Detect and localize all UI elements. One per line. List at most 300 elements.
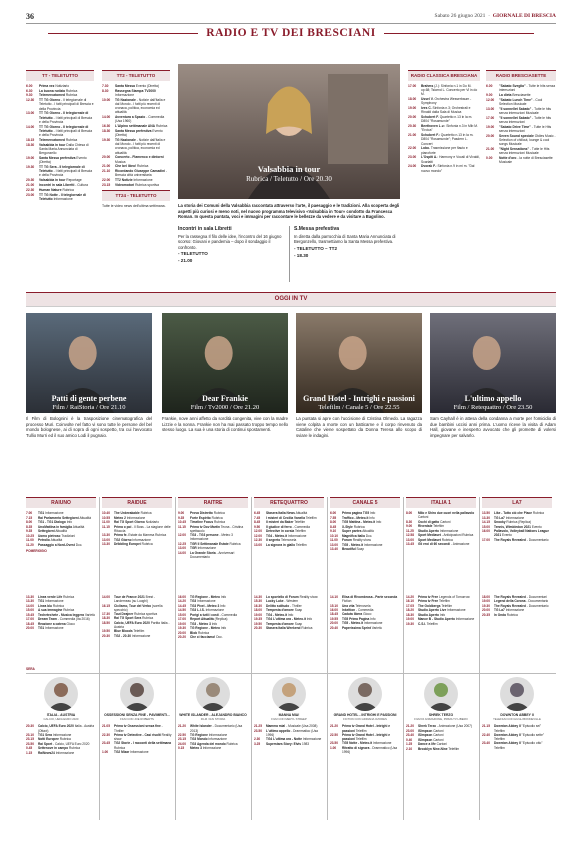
item-detail: Rubrica: [213, 520, 226, 525]
item-desc: [418, 533, 476, 537]
list-item: [406, 622, 476, 626]
channel-morning-list: [102, 511, 172, 546]
item-time: 13.30: [482, 515, 490, 520]
item-title: Prima o poi: [114, 524, 132, 529]
item-detail: Telefilm: [438, 599, 450, 604]
list-item: [26, 183, 94, 187]
item-detail: Info: [210, 621, 218, 626]
item-detail: Cartoni: [432, 737, 444, 742]
item-title: Concerto - Flamenco e dintorni: [115, 155, 164, 160]
list-item: [178, 551, 248, 559]
item-title: Forte Espirito: [190, 515, 211, 520]
item-desc: [115, 124, 170, 128]
host-block: [178, 677, 248, 751]
item-desc: [342, 534, 400, 538]
item-detail: Informazione: [207, 732, 228, 737]
list-item: [254, 604, 324, 608]
item-detail: - Musicale (Usa 2008): [285, 724, 318, 729]
item-title: TG3 - TG3 persone: [190, 533, 219, 538]
channel-column: [406, 497, 476, 626]
item-desc: [38, 737, 96, 741]
item-title: TG2 Giorno: [114, 537, 132, 542]
item-time: 10.45: [178, 520, 186, 525]
list-item: [408, 97, 480, 105]
item-title: Tempesta d'amore: [266, 608, 294, 613]
item-detail: Informazione: [504, 608, 525, 613]
item-title: RaiNews24: [38, 750, 55, 755]
item-detail: Musica: [115, 159, 126, 164]
item-title: Il misteri da Baker: [266, 520, 294, 525]
item-title: ISimpson: [418, 728, 433, 733]
channel-title: RETEQUATTRO: [254, 497, 324, 508]
list-item: [254, 534, 324, 538]
item-detail: Rubrica: [139, 511, 152, 516]
channel-morning-list: [482, 511, 552, 541]
item-time: 19.55: [330, 616, 338, 621]
list-item: [254, 737, 324, 741]
item-title: TG4 - Meteo.it: [266, 533, 288, 538]
item-desc: [494, 599, 552, 603]
item-time: 14.45: [178, 603, 186, 608]
item-time: 6.00: [486, 83, 493, 88]
list-item: [26, 111, 94, 124]
item-desc: [418, 747, 476, 751]
item-detail: Rubrica: [68, 746, 80, 751]
radio-bresciasette-list: [486, 81, 556, 165]
column-rule: [175, 497, 176, 820]
item-time: 7.45: [254, 515, 261, 520]
item-desc: [494, 733, 552, 741]
item-desc: [342, 741, 400, 745]
item-desc: [421, 133, 480, 146]
item-detail: Rubrica: [140, 542, 153, 547]
host-name: DOWNTON ABBEY II: [500, 713, 534, 717]
list-item: [26, 746, 96, 750]
item-title: La buona notizia: [39, 88, 66, 93]
item-title: L'Alpino settimanale ANA: [115, 124, 156, 129]
item-desc: [499, 147, 556, 155]
hero-caption: [178, 164, 400, 184]
item-time: 16.00: [482, 529, 490, 534]
list-item: [254, 511, 324, 515]
column-rule: [403, 497, 404, 820]
item-time: 8.00: [26, 520, 33, 525]
list-item: [102, 621, 172, 629]
item-desc: [190, 626, 248, 630]
item-detail: Rubrica: [64, 93, 78, 98]
item-title: TG2 Mizar: [114, 749, 130, 754]
item-title: TG1: [38, 626, 45, 631]
item-time: 21.00: [26, 183, 35, 188]
list-item: [26, 178, 94, 182]
list-item: [406, 529, 476, 533]
item-time: 18.00: [254, 608, 262, 613]
column-rule: [251, 497, 252, 820]
list-item: [330, 516, 400, 520]
channel-morning-list: [26, 511, 96, 546]
item-time: 19.30: [26, 165, 35, 170]
item-title: "Sabato Drive Time": [499, 124, 531, 129]
item-detail: Soap: [355, 547, 364, 552]
host-subtitle: CALCIO, UEFA EURO 2020: [43, 716, 79, 721]
item-time: 9.00: [406, 524, 413, 529]
list-item: [254, 729, 324, 737]
list-item: [178, 525, 248, 533]
item-time: 12.58: [406, 533, 414, 538]
item-title: TG5 Mattina - Meteo.it: [342, 520, 376, 525]
item-time: 9.50: [254, 524, 261, 529]
item-detail: - Thriller: [289, 603, 302, 608]
item-detail: Telefilm: [354, 737, 367, 742]
item-time: 15.00: [26, 608, 34, 613]
item-detail: Info: [369, 511, 376, 516]
evening-list: [406, 724, 476, 750]
item-detail: Cartoni: [418, 515, 429, 520]
item-detail: Sinfonia n.3 in Mib M. "Eroica": [421, 124, 478, 133]
item-time: 21.00: [408, 133, 417, 138]
item-time: 21.05: [102, 724, 110, 729]
host-subtitle: FILM / RAI STORIA: [200, 716, 226, 721]
list-item: [26, 188, 94, 192]
item-title: Calcio, UEFA Euro 2020: [38, 724, 74, 729]
item-time: 7.30: [102, 83, 109, 88]
list-item: [102, 724, 172, 732]
item-title: Blue Bloods: [114, 629, 133, 634]
item-time: 9.30: [26, 93, 33, 98]
item-title: Lo sportello di Forum: [266, 595, 299, 599]
item-time: 13.00: [102, 537, 110, 542]
list-item: [482, 520, 552, 524]
item-desc: [38, 595, 96, 599]
list-item: [406, 511, 476, 519]
host-subtitle: TELEFILM CON HUGH BONNEVILLE: [493, 716, 541, 721]
item-title: Settenove in campo: [38, 746, 69, 751]
list-item: [102, 525, 172, 533]
item-title: TT2 Notizie: [115, 178, 133, 183]
item-title: TG5 Notte - Meteo.it: [342, 741, 373, 746]
item-title: Brooklyn Nine-Nine: [418, 746, 448, 751]
host-name: MANNA MIA!: [278, 713, 300, 717]
list-item: [26, 520, 96, 524]
item-title: Dance a life: [418, 742, 436, 747]
item-desc: [39, 98, 94, 111]
channel-column: [26, 497, 96, 631]
item-desc: [114, 538, 172, 542]
item-title: TT TG Giorno - Il telegiornale di Teletutto: [39, 124, 89, 133]
item-time: 16.00: [178, 595, 186, 599]
channel-title: RAITRE: [178, 497, 248, 508]
host-subtitle: FILM CON JOE ROBERTS: [120, 716, 154, 721]
item-time: 15.45: [26, 612, 34, 617]
item-detail: Telefilm: [447, 746, 460, 751]
band-label: POMERIGGIO: [26, 548, 47, 553]
item-detail: - Documentario: [525, 537, 549, 542]
list-item: [26, 543, 96, 547]
item-detail: - I fatti principali di Brescia e della Provincia: [39, 128, 93, 138]
item-detail: Info: [438, 612, 446, 617]
item-desc: [114, 533, 172, 537]
item-time: 19.30: [406, 621, 414, 626]
item-desc: [39, 193, 94, 201]
list-item: [178, 742, 248, 746]
item-detail: Informazione: [372, 741, 392, 746]
item-time: 12.00: [178, 533, 186, 538]
item-title: Passaggio a Nord-Ovest: [38, 542, 75, 547]
tile-subtitle: Film / RaiStoria / Ore 21.10: [52, 403, 126, 411]
item-desc: [421, 146, 480, 154]
item-detail: - Tutte le Hits senza interruzioni: [499, 124, 552, 133]
item-detail: Doc.: [215, 635, 223, 640]
item-title: Brahms: [421, 83, 434, 88]
item-detail: - Commedia (Ita 2016): [56, 617, 90, 622]
item-title: TG1: [38, 599, 45, 604]
item-detail: - Tutte le hits senza interruzioni: [499, 115, 552, 124]
item-time: 23.15: [102, 183, 111, 188]
item-title: Inkeltion: [342, 607, 356, 612]
list-item: [178, 520, 248, 524]
item-time: 10.25: [26, 533, 34, 538]
item-detail: - Animazione: [450, 542, 470, 547]
list-item: [102, 98, 170, 115]
list-item: [482, 733, 552, 741]
list-item: [486, 125, 556, 133]
item-desc: [494, 520, 552, 524]
item-title: Incontri in sala Libretti: [39, 183, 75, 188]
item-detail: Tradizioni: [60, 533, 76, 538]
item-time: 13.00: [486, 106, 495, 111]
item-detail: Info: [65, 520, 73, 525]
item-title: "Sabato Sveglia": [499, 83, 526, 88]
item-time: 20.30: [254, 626, 262, 631]
channel-morning-list: [406, 511, 476, 546]
item-detail: Informazione: [196, 546, 217, 551]
item-detail: Informazione: [125, 515, 146, 520]
item-time: 18.30: [102, 128, 111, 133]
list-item: [408, 155, 480, 163]
item-desc: [499, 98, 556, 106]
item-time: 23.40: [482, 741, 490, 746]
item-detail: Telefilm: [295, 542, 307, 547]
item-title: Prima tv Dov Martin: [190, 524, 220, 529]
item-desc: [38, 622, 96, 626]
item-detail: Attualità: [294, 511, 308, 516]
radio-classica-title: RADIO CLASSICA BRESCIANA: [408, 70, 480, 81]
item-time: 24.00: [408, 164, 417, 169]
host-name: WHITE ISLANDER - ALEJANDRO BIANCO: [179, 713, 247, 717]
item-title: TT TG Notte - Il telegiornale di Teletutto: [39, 192, 86, 201]
list-item: [406, 595, 476, 599]
list-item: [178, 737, 248, 741]
host-portrait: [44, 677, 78, 711]
item-detail: Rubrica: [228, 541, 241, 546]
list-item: [102, 183, 170, 187]
item-title: Petrolio: [38, 538, 50, 543]
host-name: ITALIA - AUSTRIA: [46, 713, 76, 717]
item-time: 17.05: [406, 603, 414, 608]
item-time: 20.00: [330, 621, 338, 626]
item-detail: Rubrica: [225, 741, 238, 746]
item-time: 11.00: [26, 538, 34, 543]
item-time: 15.00: [482, 524, 490, 529]
item-detail: Informazione: [52, 196, 73, 201]
item-time: 9.10: [330, 529, 337, 534]
item-title: Santa Messa prefestiva: [115, 128, 152, 133]
item-title: Lucky Luke: [266, 599, 284, 604]
channel-column: [330, 497, 400, 630]
item-title: ISimpson: [418, 737, 433, 742]
item-detail: - Western: [283, 599, 299, 604]
item-title: Downton Abbey II: [494, 724, 521, 729]
list-item: [26, 608, 96, 612]
item-detail: - I fatti principali di Brescia e della Provincia: [39, 115, 93, 124]
item-desc: [114, 525, 172, 533]
item-desc: [190, 533, 248, 541]
radio-classica-list: [408, 81, 480, 173]
evening-list: [178, 724, 248, 750]
item-detail: Teona - Cristina spettacolo: [190, 524, 244, 533]
channel-afternoon-list: [26, 595, 96, 631]
item-desc: [115, 115, 170, 123]
item-detail: "Episodio otto" Telefilm: [494, 741, 543, 750]
list-item: [26, 98, 94, 111]
list-item: [406, 538, 476, 542]
tile-caption: [26, 395, 152, 411]
item-desc: [266, 511, 324, 515]
channel-afternoon-list: [254, 595, 324, 631]
section-title-radio-tv: RADIO E TV DEI BRESCIANI: [26, 26, 556, 41]
item-title: TG4 - Meteo.it: [266, 612, 288, 617]
item-desc: [266, 534, 324, 538]
item-detail: - Notizie dall'Italia e dal Mondo - I fatti più recenti di cronaca, politica, economia ed attualità: [115, 97, 166, 115]
item-title: Prima tv Grand Hotel - Intrighi e passioni: [342, 732, 390, 742]
item-title: TG Nazionale: [115, 97, 136, 102]
item-title: Legend della Corona: [494, 599, 526, 604]
list-item: [254, 599, 324, 603]
list-item: [26, 622, 96, 626]
item-detail: Gioco: [65, 621, 75, 626]
oggi-tile: [296, 313, 422, 413]
host-portrait: [348, 677, 382, 711]
item-detail: Informazione: [438, 528, 459, 533]
item-detail: - Anticipazioni Rubrica: [440, 533, 474, 538]
item-title: Ussel V.: [421, 97, 434, 101]
item-time: 11.15: [102, 524, 110, 529]
item-time: 7.15: [26, 515, 33, 520]
hero-title: Valsabbia in tour: [257, 164, 321, 174]
item-title: Sport Mediaset: [418, 537, 441, 542]
item-detail: Oldies Music - Selection of chillout, lounge & cool songs Musicale: [499, 133, 556, 147]
list-item: [26, 93, 94, 97]
item-time: 21.00: [102, 164, 111, 169]
list-item: [26, 193, 94, 201]
list-item: [482, 604, 552, 608]
item-detail: Rubrica: [64, 137, 78, 142]
item-time: 14.15: [482, 520, 490, 525]
item-time: 20.00: [26, 626, 34, 631]
item-detail: Orchestra Wesserbaum - Symphony: [421, 97, 472, 106]
item-desc: [494, 608, 552, 612]
item-detail: Evento: [501, 533, 512, 538]
list-item: [406, 742, 476, 746]
item-time: 18.00: [482, 595, 490, 599]
list-item: [330, 529, 400, 533]
item-title: TG4 L'ultima ora - Meteo.it: [266, 617, 306, 622]
item-title: Schubert F.: [421, 115, 439, 120]
item-desc: [114, 520, 172, 524]
item-time: 22.30: [26, 187, 35, 192]
item-desc: [114, 595, 172, 603]
tile-synopsis: Sam Cayhall è in attesa della condanna a morte per l'omicidio di due bambini uccisi anni prima. L'uomo riceve la visita di Adam Hall, giovane e inesperto avvocato che gli promette di volersi impegnare per salvarlo.: [430, 416, 556, 438]
item-time: 23.10: [26, 732, 34, 737]
evening-list: [26, 724, 96, 754]
item-time: 18.15: [26, 137, 35, 142]
item-desc: [494, 604, 552, 608]
item-detail: - Tutte le hits senza interruzioni: [499, 83, 556, 92]
list-item: [406, 613, 476, 617]
list-item: [254, 595, 324, 599]
item-detail: : Harmony e Vocali di Vivaldi, Scarlatti: [421, 155, 480, 164]
item-time: 10.40: [102, 511, 110, 516]
item-desc: [342, 626, 400, 630]
item-desc: [266, 529, 324, 533]
list-item: [26, 534, 96, 538]
list-item: [26, 143, 94, 156]
list-item: [178, 599, 248, 603]
item-detail: - Documentario: [525, 599, 549, 604]
item-desc: [38, 520, 96, 524]
item-title: Magnifica Italia: [342, 533, 365, 538]
item-title: Mamma mia!: [266, 724, 286, 729]
item-desc: [39, 93, 94, 97]
tile-synopsis: Il Film di Bolognini è la trasposizione cinematografica del processo Muri. Coinvolte nel fatto vi sono tutte le persone del bel mondo bolognese, ai di sopra di ogni sospetto, tra cui l'avvocato Tullio Murri ed il suo amico Lodi il pugnaio.: [26, 416, 152, 438]
item-time: 22.30: [102, 732, 110, 737]
item-detail: Informazione: [44, 599, 64, 604]
item-time: 12.25: [178, 541, 186, 546]
item-desc: [115, 169, 170, 177]
item-time: 18.30: [406, 612, 414, 617]
list-item: [408, 106, 480, 114]
host-name: GRAND HOTEL - INTRIGHI E PASSIONI: [333, 713, 397, 717]
item-time: 20.00: [178, 630, 186, 635]
item-detail: - Commedia: [218, 612, 237, 617]
item-detail: Quartetto n.13 in la m. D804 "Rosamunde": [421, 115, 473, 124]
item-time: 0.40: [406, 737, 413, 742]
item-desc: [115, 183, 170, 187]
item-title: Seven Sound speciale: [499, 133, 534, 138]
item-title: Prima fe.: [114, 533, 128, 538]
item-time: 21.20: [330, 724, 338, 729]
item-detail: Informazione: [196, 599, 216, 604]
item-desc: [342, 746, 400, 754]
item-time: 19.00: [486, 124, 495, 129]
list-item: [178, 542, 248, 546]
channel-column: [102, 497, 172, 638]
item-time: 22.50: [330, 732, 338, 737]
item-detail: Informazione: [44, 511, 64, 516]
item-desc: [38, 516, 96, 520]
item-title: Uomo pietroso: [38, 533, 61, 538]
item-time: 19.50: [102, 629, 110, 634]
list-item: [178, 622, 248, 626]
item-desc: [190, 546, 248, 550]
item-desc: [342, 617, 400, 621]
item-detail: Cartoni: [432, 733, 444, 738]
item-desc: [38, 511, 96, 515]
column-rule: [479, 497, 480, 820]
item-desc: [266, 516, 324, 520]
item-detail: Rubrica: [505, 612, 518, 617]
list-item: [178, 511, 248, 515]
